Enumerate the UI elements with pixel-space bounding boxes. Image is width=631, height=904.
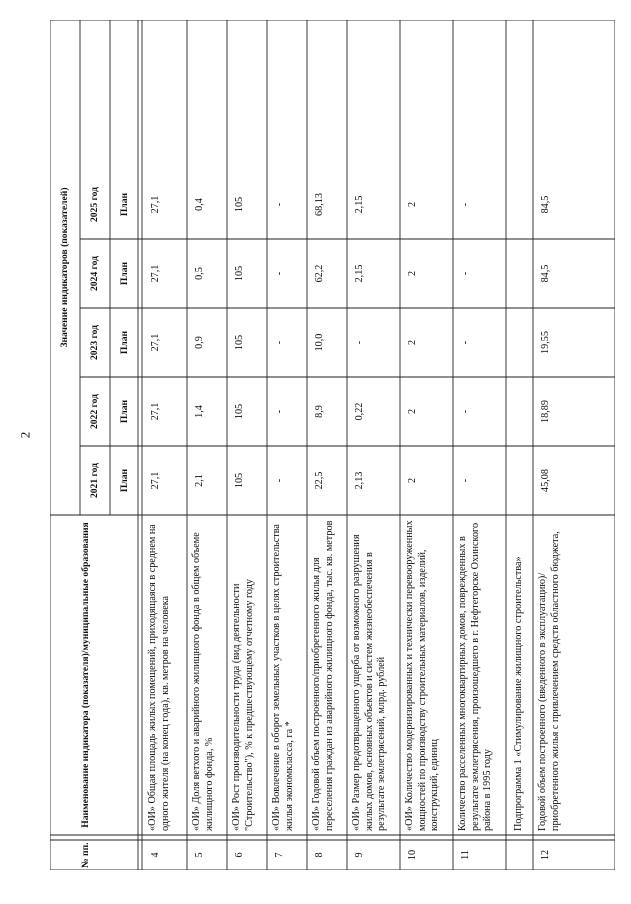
header-plan: План	[119, 261, 130, 286]
row-value: 2	[407, 201, 418, 208]
row-name: Годовой объем построенного (введенного в эксплуатацию)/ приобретенного жилья с привлечением средств областного бюджета,	[537, 531, 561, 831]
row-value: 2	[407, 339, 418, 346]
row-value: 0,4	[194, 198, 205, 211]
row-value: 27,1	[150, 264, 161, 283]
row-number: 7	[274, 852, 285, 858]
indicator-table	[50, 20, 615, 870]
row-value: 0,5	[194, 267, 205, 280]
row-name: «ОИ» Вовлечение в оборот земельных участков в целях строительства жилья экономкласса, га *	[271, 524, 295, 831]
header-year: 2021 год	[89, 462, 100, 499]
row-value: 84,5	[540, 264, 551, 283]
header-name: Наименование индикатора (показателя)/муниципальные образования	[80, 522, 91, 828]
row-value: -	[460, 340, 471, 345]
row-value: 105	[234, 265, 245, 282]
row-number: 6	[234, 852, 245, 858]
row-number: 4	[150, 852, 161, 858]
row-value: 2,1	[194, 474, 205, 487]
row-number: 9	[354, 852, 365, 858]
row-value: 105	[234, 196, 245, 213]
row-number: 12	[540, 849, 551, 861]
row-value: 0,22	[354, 402, 365, 421]
header-year: 2022 год	[89, 393, 100, 430]
header-num: № пп.	[80, 842, 91, 868]
row-value: 105	[234, 472, 245, 489]
row-name: «ОИ» Размер предотвращенного ущерба от возможного разрушения жилых домов, основных объектов и систем жизнеобеспечения в результате землетрясений, млрд. рублей	[351, 534, 387, 831]
subprogram-title: Подпрограмма 1 «Стимулирование жилищного строительства»	[513, 556, 524, 831]
row-value: 27,1	[150, 402, 161, 421]
row-value: -	[460, 202, 471, 207]
row-value: 8,9	[314, 405, 325, 418]
row-value: 27,1	[150, 195, 161, 214]
header-year: 2025 год	[89, 186, 100, 223]
row-value: 19,55	[540, 331, 551, 354]
header-values-group: Значение индикаторов (показателей)	[59, 187, 70, 348]
row-number: 10	[407, 849, 418, 861]
header-year: 2023 год	[89, 324, 100, 361]
row-name: «ОИ» Общая площадь жилых помещений, приходящаяся в среднем на одного жителя (на конец года), кв. метров на человека	[147, 524, 171, 831]
row-value: -	[460, 271, 471, 276]
row-name: «ОИ» Рост производительности труда (вид деятельности "Строительство"), % к предшествующему отчетному году	[231, 579, 255, 831]
row-value: -	[274, 340, 285, 345]
row-name: «ОИ» Количество модернизированных и технически перевооруженных мощностей по производству строительных материалов, изделий, конструкций, единиц	[404, 520, 440, 831]
row-value: 2	[407, 270, 418, 277]
row-value: -	[274, 409, 285, 414]
row-value: 2	[407, 477, 418, 484]
row-number: 8	[314, 852, 325, 858]
row-value: -	[354, 340, 365, 345]
row-value: 27,1	[150, 333, 161, 352]
row-value: 10,0	[314, 333, 325, 352]
header-plan: План	[119, 468, 130, 493]
row-value: -	[460, 409, 471, 414]
row-number: 11	[460, 850, 471, 860]
header-plan: План	[119, 330, 130, 355]
row-value: -	[274, 202, 285, 207]
row-value: 84,5	[540, 195, 551, 214]
row-value: -	[274, 271, 285, 276]
row-value: 62,2	[314, 264, 325, 283]
row-value: 18,89	[540, 400, 551, 423]
row-name: «ОИ» Доля ветхого и аварийного жилищного фонда в общем объеме жилищного фонда, %	[191, 532, 215, 831]
header-plan: План	[119, 399, 130, 424]
row-value: 0,9	[194, 336, 205, 349]
row-value: 22,5	[314, 471, 325, 490]
row-name: «ОИ» Годовой объем построенного/приобретенного жилья для переселения граждан из аварийного жилищного фонда, тыс. кв. метров	[311, 520, 335, 831]
row-value: -	[460, 478, 471, 483]
header-plan: План	[119, 192, 130, 217]
row-value: 2,13	[354, 471, 365, 490]
row-name: Количество расселенных многоквартирных домов, поврежденных в результате землетрясения, произошедшего в г. Нефтегорске Охинского района в 1995 году	[457, 522, 493, 831]
row-value: 2,15	[354, 264, 365, 283]
row-value: 45,08	[540, 469, 551, 492]
row-value: 105	[234, 403, 245, 420]
row-value: 105	[234, 334, 245, 351]
row-value: -	[274, 478, 285, 483]
row-value: 2	[407, 408, 418, 415]
row-value: 1,4	[194, 405, 205, 418]
row-value: 68,13	[314, 193, 325, 216]
header-year: 2024 год	[89, 255, 100, 292]
page-number: 2	[17, 431, 33, 439]
row-value: 27,1	[150, 471, 161, 490]
row-number: 5	[194, 852, 205, 858]
row-value: 2,15	[354, 195, 365, 214]
